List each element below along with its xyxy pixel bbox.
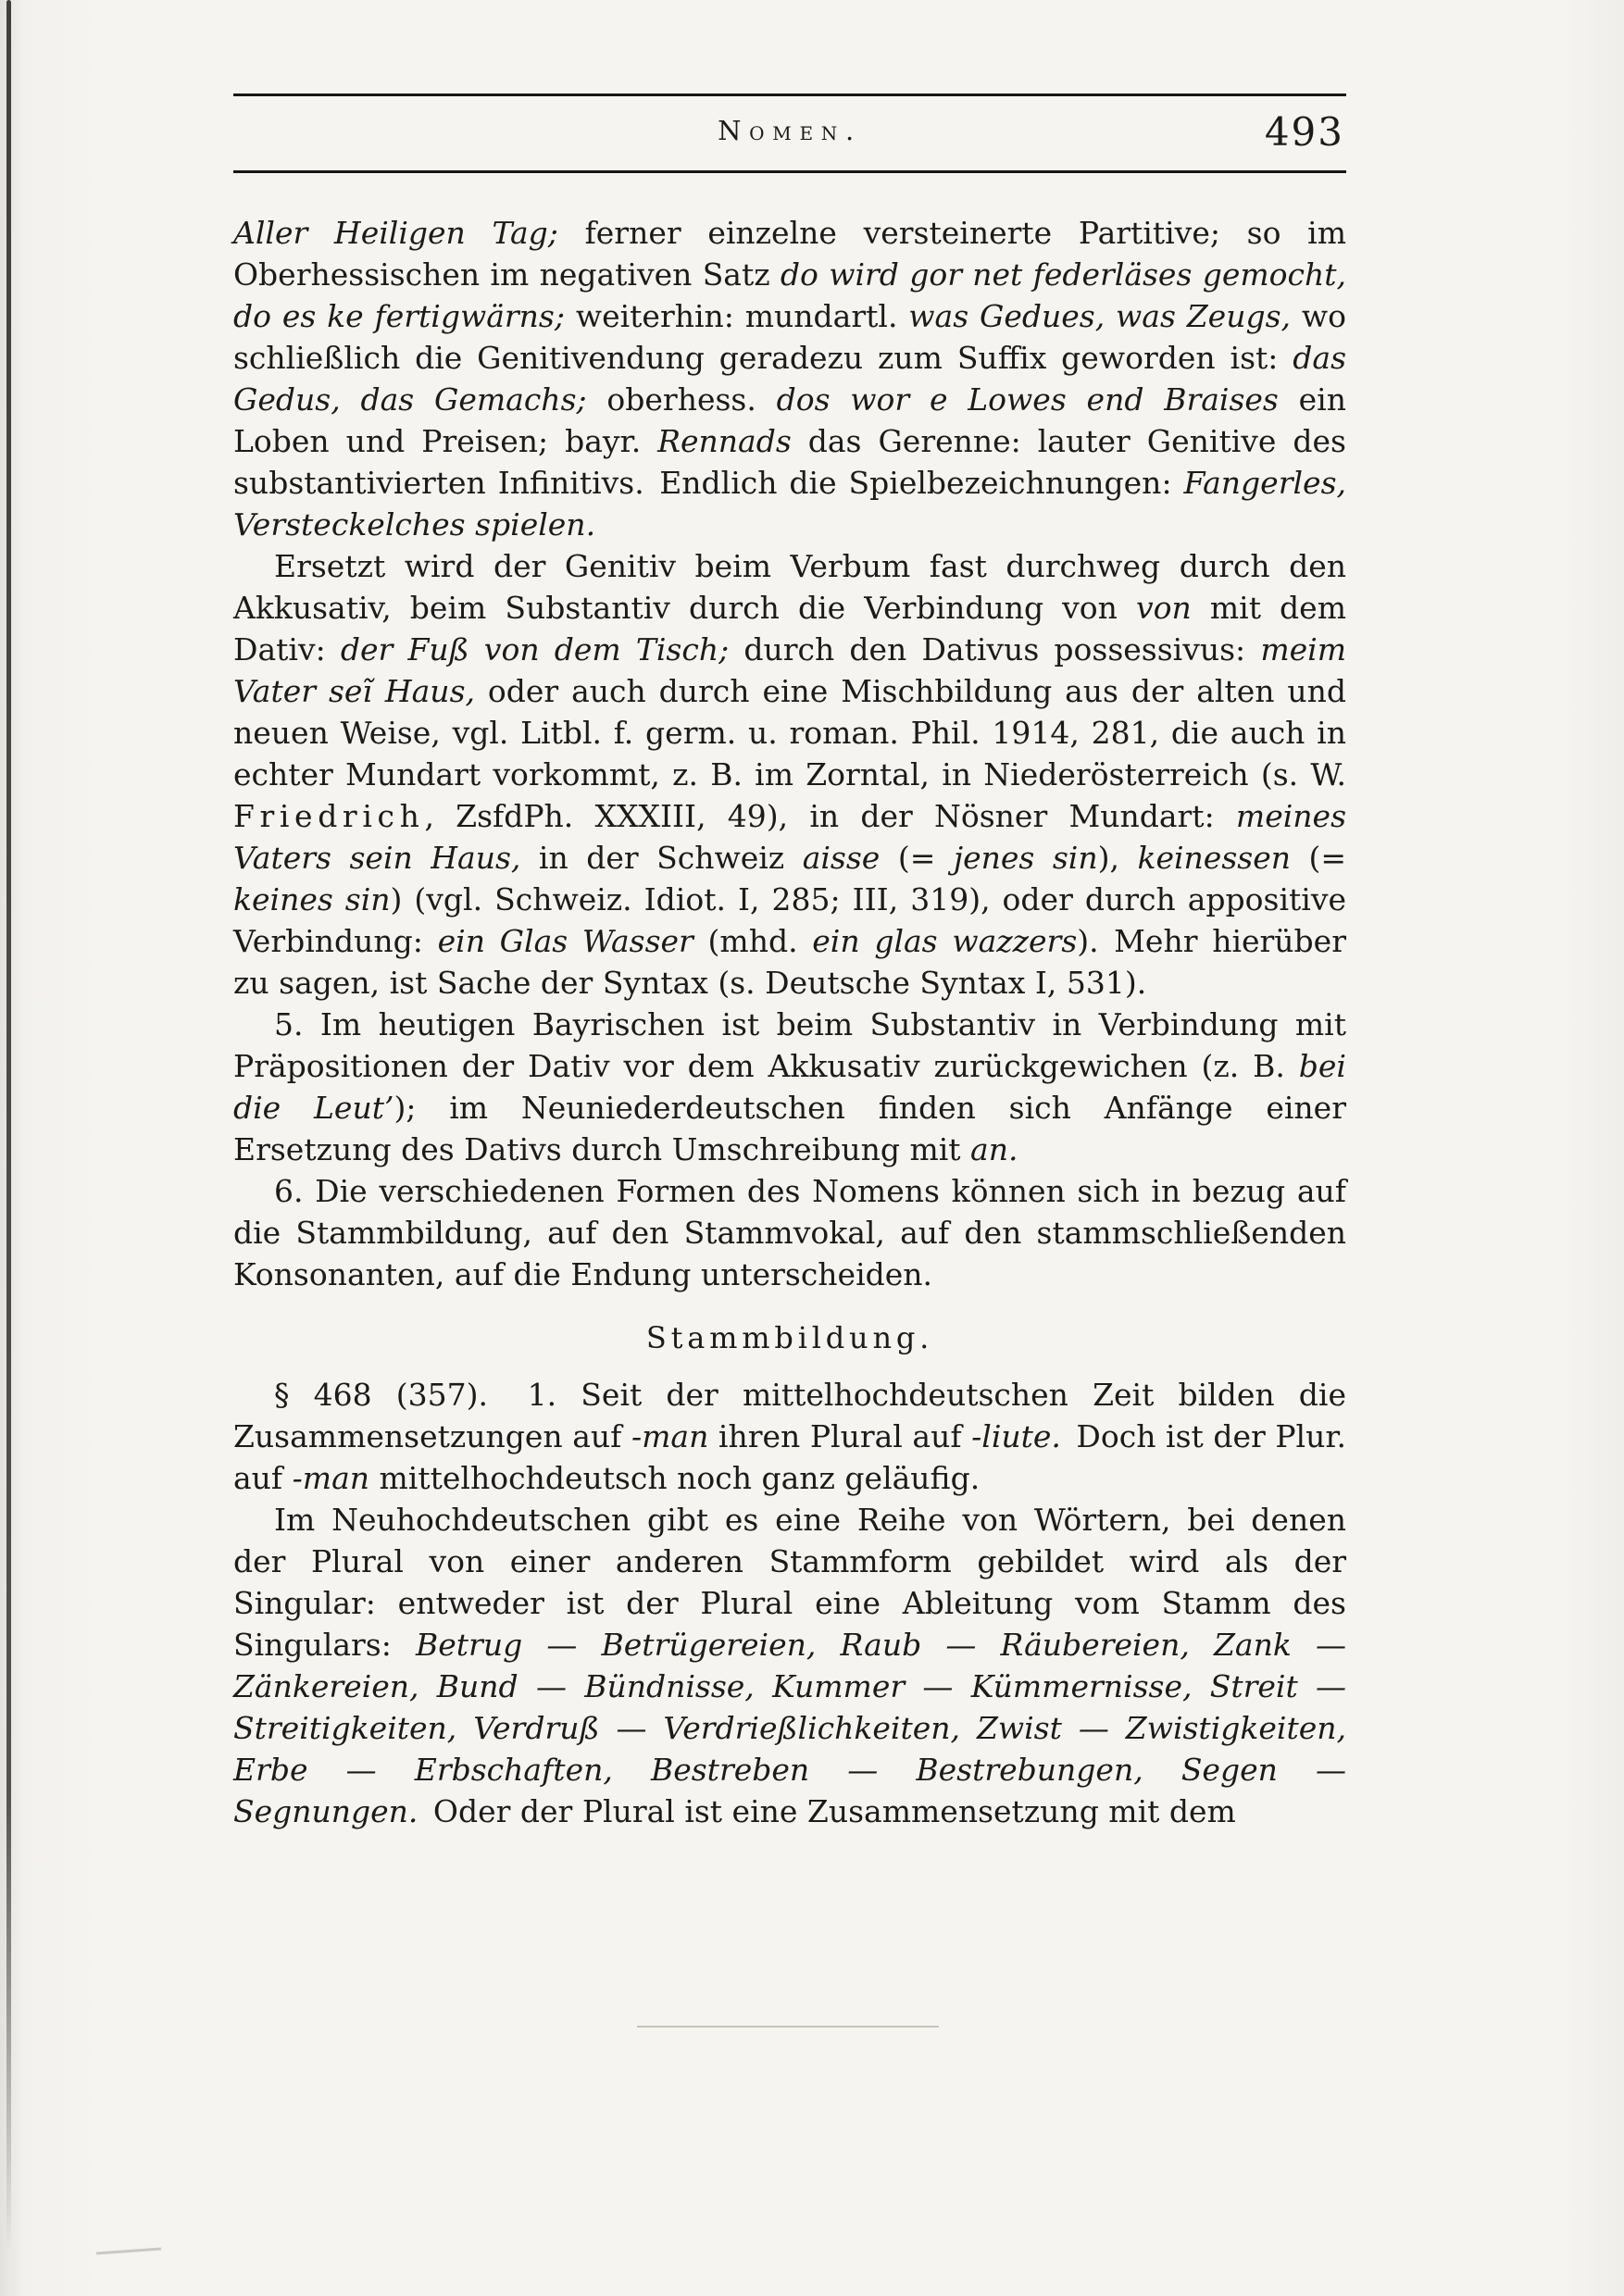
italic-run: bei die Leut’ — [233, 1048, 1346, 1126]
italic-run: Aller Heiligen Tag; — [233, 215, 558, 251]
paragraph — [233, 545, 1346, 1004]
paragraph — [233, 1170, 1346, 1295]
text-run: mit dem Dativ: — [233, 590, 1346, 668]
italic-run: Betrug — Betrügereien, Raub — Räubereien, Zank — Zänkereien, Bund — Bündnisse, Kummer — Kümmernisse, Streit — Streitigkeiten, Verdruß — Verdrießlichkeiten, Zwist — Zwistigkeiten, Erbe — Erbschaften, Bestreben — Bestrebungen, Segen — Segnungen. — [233, 1627, 1346, 1829]
text-run: das Gerenne: lauter Genitive des substantivierten Infinitivs. Endlich die Spielbezeichnungen: — [233, 423, 1346, 501]
page-header — [233, 96, 1346, 170]
text-run: 5. Im heutigen Bayrischen ist beim Substantiv in Verbindung mit Präpositionen der Dativ vor dem Akkusativ zurückgewichen (z. B. — [233, 1006, 1346, 1084]
text-run: (mhd. — [693, 923, 813, 959]
italic-run: meim Vater seĩ Haus, — [233, 631, 1347, 709]
italic-run: der Fuß von dem Tisch; — [340, 631, 730, 668]
header-rule-bottom — [233, 170, 1346, 173]
letterspaced-run: Friedrich — [233, 798, 425, 834]
text-run: oberhess. — [586, 381, 777, 418]
text-run: wo schließlich die Genitivendung geradezu zum Suffix geworden ist: — [233, 298, 1346, 376]
text-run: mittelhochdeutsch noch ganz geläufig. — [369, 1460, 981, 1496]
text-run: oder auch durch eine Mischbildung aus der alten und neuen Weise, vgl. Litbl. f. germ. u. roman. Phil. 1914, 281, die auch in echter Mundart vorkommt, z. B. im Zorntal, in Niederösterreich (s. W. — [233, 673, 1347, 792]
paragraph — [233, 1499, 1346, 1832]
italic-run: von — [1136, 590, 1192, 626]
italic-run: dos wor e Lowes end Braises — [776, 381, 1279, 418]
page-number: 493 — [1264, 109, 1344, 155]
text-run: , ZsfdPh. XXXIII, 49), in der Nösner Mundart: — [424, 798, 1236, 834]
italic-run: was Gedues, was Zeugs, — [908, 298, 1292, 334]
text-run: ), — [1097, 840, 1138, 876]
italic-run: -liute. — [971, 1418, 1061, 1454]
italic-run: do wird gor net federläses gemocht, do es ke fertigwärns; — [233, 256, 1346, 334]
text-run: ) (vgl. Schweiz. Idiot. I, 285; III, 319), oder durch appositive Verbindung: — [233, 881, 1347, 959]
text-blocks — [233, 212, 1346, 1832]
italic-run: Fangerles, Versteckelches spielen. — [233, 465, 1346, 543]
text-run: in der Schweiz — [520, 840, 803, 876]
text-run: (= — [880, 840, 954, 876]
paragraph — [233, 1004, 1346, 1170]
text-run: 6. Die verschiedenen Formen des Nomens können sich in bezug auf die Stammbildung, auf den Stammvokal, auf den stammschließenden Konsonanten, auf die Endung unterscheiden. — [233, 1173, 1346, 1292]
running-title: Nomen. — [718, 115, 862, 146]
italic-run: keines sin — [233, 881, 391, 917]
text-run: Ersetzt wird der Genitiv beim Verbum fast durchweg durch den Akkusativ, beim Substantiv durch die Verbindung von — [233, 548, 1346, 626]
scan-underline-artifact — [637, 2026, 939, 2028]
page-column — [233, 0, 1346, 1832]
text-run: Doch ist der Plur. auf — [233, 1418, 1346, 1496]
text-run: § 468 (357). 1. Seit der mittelhochdeutschen Zeit bilden die Zusammensetzungen auf — [233, 1377, 1346, 1454]
text-run: (= — [1290, 840, 1347, 876]
text-run: weiterhin: mundartl. — [564, 298, 909, 334]
italic-run: das Gedus, das Gemachs; — [233, 340, 1346, 418]
italic-run: jenes sin — [953, 840, 1098, 876]
italic-run: ein glas wazzers — [812, 923, 1078, 959]
text-run: durch den Dativus possessivus: — [729, 631, 1261, 668]
text-run: Im Neuhochdeutschen gibt es eine Reihe von Wörtern, bei denen der Plural von einer anderen Stammform gebildet wird als der Singular: entweder ist der Plural eine Ableitung vom Stamm des Singulars: — [233, 1502, 1346, 1663]
italic-run: aisse — [802, 840, 881, 876]
italic-run: -man — [631, 1418, 709, 1454]
italic-run: keinessen — [1137, 840, 1291, 876]
text-run: ferner einzelne versteinerte Partitive; so im Oberhessischen im negativen Satz — [233, 215, 1347, 293]
paragraph — [233, 212, 1346, 545]
text-run: ); im Neuniederdeutschen finden sich Anfänge einer Ersetzung des Dativs durch Umschreibung mit — [233, 1090, 1346, 1167]
text-run: ihren Plural auf — [708, 1418, 972, 1454]
text-run: Oder der Plural ist eine Zusammensetzung mit dem — [418, 1793, 1236, 1829]
paragraph — [233, 1374, 1346, 1499]
scan-scratch-artifact — [96, 2248, 161, 2255]
italic-run: Rennads — [657, 423, 792, 459]
text-run: ). Mehr hierüber zu sagen, ist Sache der Syntax (s. Deutsche Syntax I, 531). — [233, 923, 1346, 1001]
section-heading: Stammbildung. — [645, 1320, 934, 1355]
italic-run: ein Glas Wasser — [437, 923, 693, 959]
text-run: ein Loben und Preisen; bayr. — [233, 381, 1346, 459]
scan-edge-artifact — [6, 0, 11, 2296]
italic-run: an. — [970, 1131, 1018, 1167]
italic-run: meines Vaters sein Haus, — [233, 798, 1346, 876]
italic-run: -man — [292, 1460, 370, 1496]
